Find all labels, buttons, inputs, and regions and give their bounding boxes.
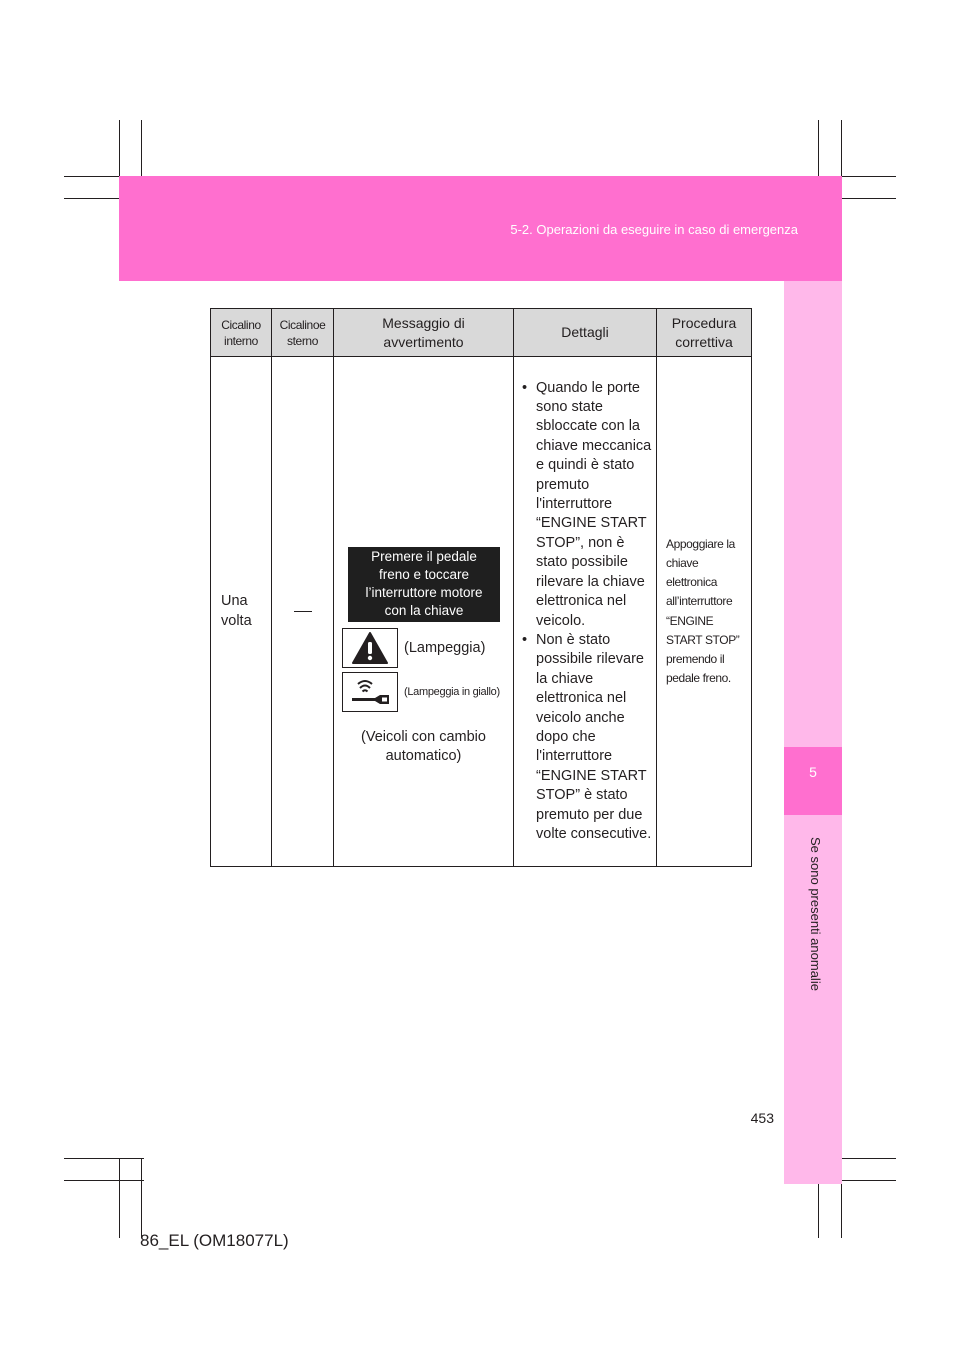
chapter-title: Se sono presenti anomalie <box>808 837 823 991</box>
crop-mark <box>141 1158 142 1238</box>
warning-triangle-icon <box>351 631 389 665</box>
column-header-label: Cicalino interno <box>221 317 261 348</box>
external-buzzer-cell <box>272 357 334 867</box>
column-header-internal-buzzer <box>211 309 272 357</box>
column-header-label: Dettagli <box>561 324 609 340</box>
procedure-text: Appoggiare la chiave elettronica all’interruttore “ENGINE START STOP” premendo il pedale freno. <box>666 536 740 686</box>
list-item: • Quando le porte sono state sbloccate con la chiave meccanica e quindi è stato premuto l'interruttore “ENGINE START STOP”, non è stato possibile rilevare la chiave elettronica nel veicolo. <box>522 379 656 631</box>
column-header-details <box>514 309 657 357</box>
page-number: 453 <box>750 1110 774 1126</box>
smart-key-icon <box>348 677 392 707</box>
column-header-procedure <box>657 309 752 357</box>
list-item: • Non è stato possibile rilevare la chiave elettronica nel veicolo anche dopo che l'interruttore “ENGINE START STOP” è stato premuto per due volte consecutive. <box>522 631 656 844</box>
external-buzzer-dash <box>294 611 312 612</box>
details-cell <box>514 357 657 867</box>
crop-mark <box>64 1180 144 1181</box>
chapter-side-tab <box>784 281 842 1184</box>
column-header-label: Procedura correttiva <box>671 314 737 350</box>
internal-buzzer-value: Una volta <box>221 593 252 629</box>
message-cell <box>334 357 514 867</box>
key-indicator <box>342 672 398 712</box>
column-header-label: Messaggio di avvertimento <box>382 314 465 350</box>
table-header-row <box>211 309 752 357</box>
column-header-message <box>334 309 514 357</box>
crop-mark <box>119 1158 120 1238</box>
indicator-label: (Lampeggia in giallo) <box>404 685 500 698</box>
vehicle-note: (Veicoli con cambio automatico) <box>361 728 486 764</box>
crop-mark <box>64 1158 144 1159</box>
warning-table <box>210 308 752 867</box>
warning-indicator <box>342 628 398 668</box>
details-list <box>514 379 656 845</box>
indicator-label: (Lampeggia) <box>404 639 486 656</box>
column-header-external-buzzer <box>272 309 334 357</box>
indicator-row <box>342 628 513 668</box>
column-header-label: Cicalinoe sterno <box>279 317 326 348</box>
chapter-number: 5 <box>809 764 817 780</box>
internal-buzzer-cell <box>211 357 272 867</box>
section-title: 5-2. Operazioni da eseguire in caso di emergenza <box>510 222 798 237</box>
indicator-row <box>342 672 513 712</box>
chapter-number-box <box>784 747 842 815</box>
document-code: 86_EL (OM18077L) <box>140 1231 289 1250</box>
message-display-text: Premere il pedale freno e toccare l’interruttore motore con la chiave <box>365 549 483 619</box>
table-row <box>211 357 752 867</box>
procedure-cell <box>657 357 752 867</box>
message-display <box>348 547 500 622</box>
